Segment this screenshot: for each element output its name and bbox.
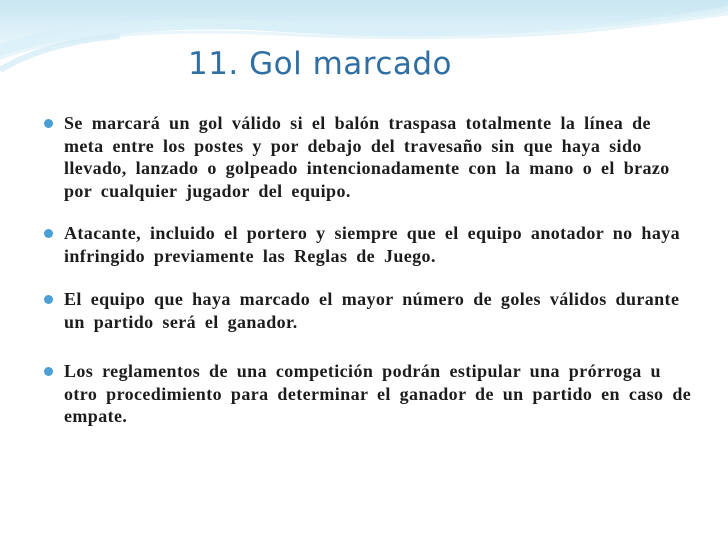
slide-title: 11. Gol marcado — [187, 46, 453, 82]
bullet-list — [44, 112, 694, 428]
bullet-dot-icon — [44, 119, 53, 128]
bullet-item — [44, 112, 694, 202]
bullet-text: Se marcará un gol válido si el balón traspasa totalmente la línea de meta entre los postes y por debajo del travesaño sin que haya sido llevado, lanzado o golpeado intencionadamente con la mano o el brazo por cualquier jugador del equipo. — [64, 113, 670, 201]
bullet-text: Atacante, incluido el portero y siempre que el equipo anotador no haya infringido previamente las Reglas de Juego. — [64, 223, 681, 266]
bullet-dot-icon — [44, 229, 53, 238]
bullet-text: El equipo que haya marcado el mayor número de goles válidos durante un partido será el ganador. — [64, 289, 680, 332]
bullet-item — [44, 222, 694, 267]
bullet-item — [44, 360, 694, 428]
bullet-dot-icon — [44, 295, 53, 304]
bullet-dot-icon — [44, 367, 53, 376]
bullet-item — [44, 288, 694, 333]
bullet-text: Los reglamentos de una competición podrán estipular una prórroga u otro procedimiento para determinar el ganador de un partido en caso de empate. — [64, 361, 692, 426]
